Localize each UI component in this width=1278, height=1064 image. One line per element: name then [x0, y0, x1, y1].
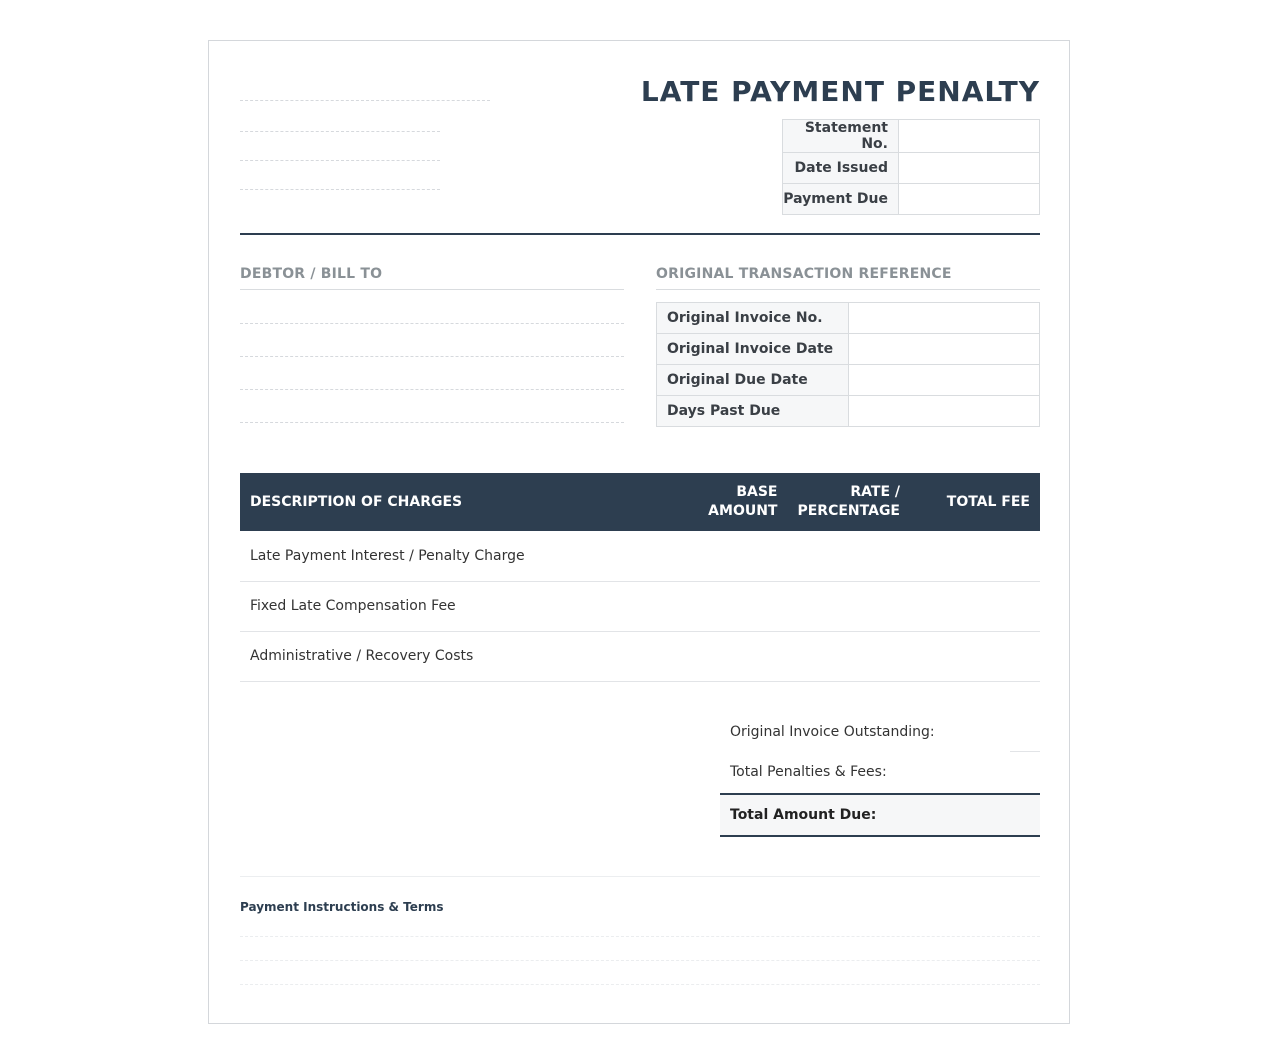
sender-address-line[interactable]: [240, 131, 440, 132]
reference-label: Original Due Date: [657, 365, 849, 396]
debtor-line[interactable]: [240, 422, 624, 423]
debtor-line[interactable]: [240, 356, 624, 357]
instructions-line[interactable]: [240, 984, 1040, 985]
reference-row: [657, 303, 1040, 334]
outstanding-row: [720, 724, 1040, 744]
charge-rate[interactable]: [787, 631, 910, 681]
charge-total-fee[interactable]: [910, 581, 1040, 631]
charge-rate[interactable]: [787, 581, 910, 631]
description-column-header: DESCRIPTION OF CHARGES: [240, 473, 667, 531]
reference-row: [657, 365, 1040, 396]
charge-description: Fixed Late Compensation Fee: [240, 581, 667, 631]
reference-row: [657, 396, 1040, 427]
reference-label: Original Invoice No.: [657, 303, 849, 334]
penalties-label: Total Penalties & Fees:: [730, 764, 887, 780]
charge-description: Late Payment Interest / Penalty Charge: [240, 531, 667, 581]
total-amount-due-label: Total Amount Due:: [730, 807, 877, 823]
charge-row: [240, 631, 1040, 681]
instructions-line[interactable]: [240, 960, 1040, 961]
document-title: LATE PAYMENT PENALTY: [640, 75, 1040, 108]
charge-row: [240, 581, 1040, 631]
reference-value[interactable]: [849, 396, 1040, 427]
statement-label: Date Issued: [783, 153, 899, 184]
charges-header-row: [240, 473, 1040, 531]
base-amount-column-header: [667, 473, 787, 531]
base-amount-header-line1: BASE: [736, 484, 778, 500]
reference-value[interactable]: [849, 334, 1040, 365]
sender-contact-line[interactable]: [240, 189, 440, 190]
reference-label: Days Past Due: [657, 396, 849, 427]
penalties-row: [720, 764, 1040, 784]
total-amount-due-row: [720, 793, 1040, 837]
debtor-line[interactable]: [240, 323, 624, 324]
instructions-line[interactable]: [240, 936, 1040, 937]
sender-city-line[interactable]: [240, 160, 440, 161]
statement-label: Payment Due: [783, 184, 899, 215]
debtor-line[interactable]: [240, 389, 624, 390]
outstanding-label: Original Invoice Outstanding:: [730, 724, 935, 740]
charges-table: [240, 473, 1040, 682]
statement-value[interactable]: [899, 153, 1040, 184]
statement-row: [783, 120, 1040, 153]
rate-header-line1: RATE /: [850, 484, 900, 500]
charge-base-amount[interactable]: [667, 631, 787, 681]
charge-base-amount[interactable]: [667, 581, 787, 631]
base-amount-header-line2: AMOUNT: [708, 503, 778, 519]
total-fee-column-header: TOTAL FEE: [910, 473, 1040, 531]
rate-column-header: [787, 473, 910, 531]
charge-rate[interactable]: [787, 531, 910, 581]
reference-heading: ORIGINAL TRANSACTION REFERENCE: [656, 266, 1040, 290]
charge-base-amount[interactable]: [667, 531, 787, 581]
reference-value[interactable]: [849, 303, 1040, 334]
statement-label: Statement No.: [783, 120, 899, 153]
statement-info-table: [782, 119, 1040, 215]
statement-value[interactable]: [899, 120, 1040, 153]
statement-row: [783, 184, 1040, 215]
debtor-heading: DEBTOR / BILL TO: [240, 266, 624, 290]
rate-header-line2: PERCENTAGE: [797, 503, 900, 519]
reference-table: [656, 302, 1040, 427]
sender-name-line[interactable]: [240, 100, 490, 101]
charge-description: Administrative / Recovery Costs: [240, 631, 667, 681]
reference-label: Original Invoice Date: [657, 334, 849, 365]
statement-row: [783, 153, 1040, 184]
charge-total-fee[interactable]: [910, 631, 1040, 681]
charge-total-fee[interactable]: [910, 531, 1040, 581]
reference-value[interactable]: [849, 365, 1040, 396]
statement-value[interactable]: [899, 184, 1040, 215]
page-content: [240, 41, 1040, 1023]
outstanding-value-line: [1010, 751, 1040, 752]
footer-divider: [240, 876, 1040, 877]
charge-row: [240, 531, 1040, 581]
header-divider: [240, 233, 1040, 235]
payment-instructions-title: Payment Instructions & Terms: [240, 900, 444, 914]
penalty-statement-page: [208, 40, 1070, 1024]
reference-row: [657, 334, 1040, 365]
